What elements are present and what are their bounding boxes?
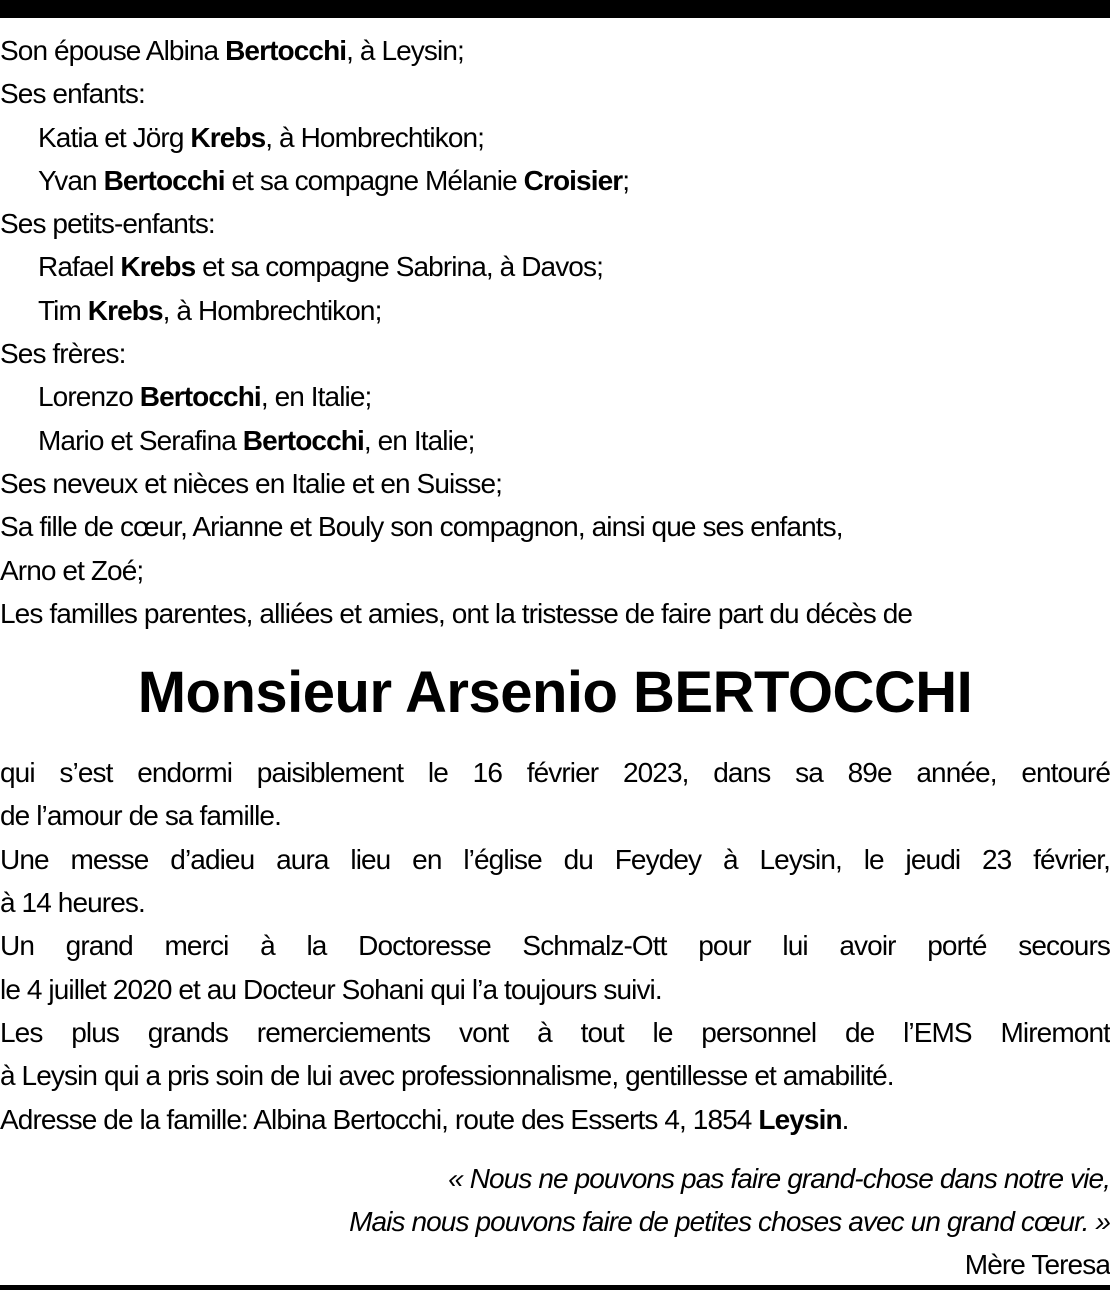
ems-thanks-text: Les plus grands remerciements vont à tout le personnel de l’EMS Miremont	[0, 1016, 1110, 1048]
ems-thanks-text: à Leysin qui a pris soin de lui avec professionnalisme, gentillesse et amabilité.	[0, 1060, 894, 1092]
deceased-name: Monsieur Arsenio BERTOCCHI	[137, 660, 973, 726]
death-text: qui s’est endormi paisiblement le 16 février 2023, dans sa 89e année, entouré	[0, 757, 1110, 789]
quote-author: Mère Teresa	[964, 1249, 1110, 1281]
children-label: Ses enfants:	[0, 78, 145, 110]
bottom-rule	[0, 1285, 1110, 1290]
child-line: Yvan Bertocchi et sa compagne Mélanie Croisier;	[38, 164, 630, 196]
top-rule	[0, 0, 1110, 18]
thanks-text: Un grand merci à la Doctoresse Schmalz-Ott pour lui avoir porté secours	[0, 930, 1110, 962]
brothers-label: Ses frères:	[0, 338, 126, 370]
death-text: de l’amour de sa famille.	[0, 800, 281, 832]
grandchild-line: Rafael Krebs et sa compagne Sabrina, à Davos;	[38, 251, 603, 283]
thanks-text: le 4 juillet 2020 et au Docteur Sohani qui l’a toujours suivi.	[0, 973, 662, 1005]
death-notice	[0, 29, 1110, 1287]
brother-line: Mario et Serafina Bertocchi, en Italie;	[38, 424, 475, 456]
child-line: Katia et Jörg Krebs, à Hombrechtikon;	[38, 121, 485, 153]
announcement-line: Les familles parentes, alliées et amies, ont la tristesse de faire part du décès de	[0, 597, 913, 629]
grandchild-line: Tim Krebs, à Hombrechtikon;	[38, 294, 382, 326]
quote-line: Mais nous pouvons faire de petites choses avec un grand cœur. »	[349, 1206, 1110, 1238]
mass-text: à 14 heures.	[0, 887, 145, 919]
quote-block	[0, 1157, 1110, 1287]
grandchildren-label: Ses petits-enfants:	[0, 208, 215, 240]
nephews-line: Ses neveux et nièces en Italie et en Suisse;	[0, 467, 503, 499]
daughter-of-heart-line: Arno et Zoé;	[0, 554, 144, 586]
daughter-of-heart-line: Sa fille de cœur, Arianne et Bouly son compagnon, ainsi que ses enfants,	[0, 511, 843, 543]
quote-line: « Nous ne pouvons pas faire grand-chose dans notre vie,	[448, 1162, 1110, 1194]
spouse-line: Son épouse Albina Bertocchi, à Leysin;	[0, 35, 464, 66]
mass-text: Une messe d’adieu aura lieu en l’église du Feydey à Leysin, le jeudi 23 février,	[0, 843, 1110, 875]
family-address: Adresse de la famille: Albina Bertocchi, route des Esserts 4, 1854 Leysin.	[0, 1103, 849, 1135]
brother-line: Lorenzo Bertocchi, en Italie;	[38, 381, 372, 413]
